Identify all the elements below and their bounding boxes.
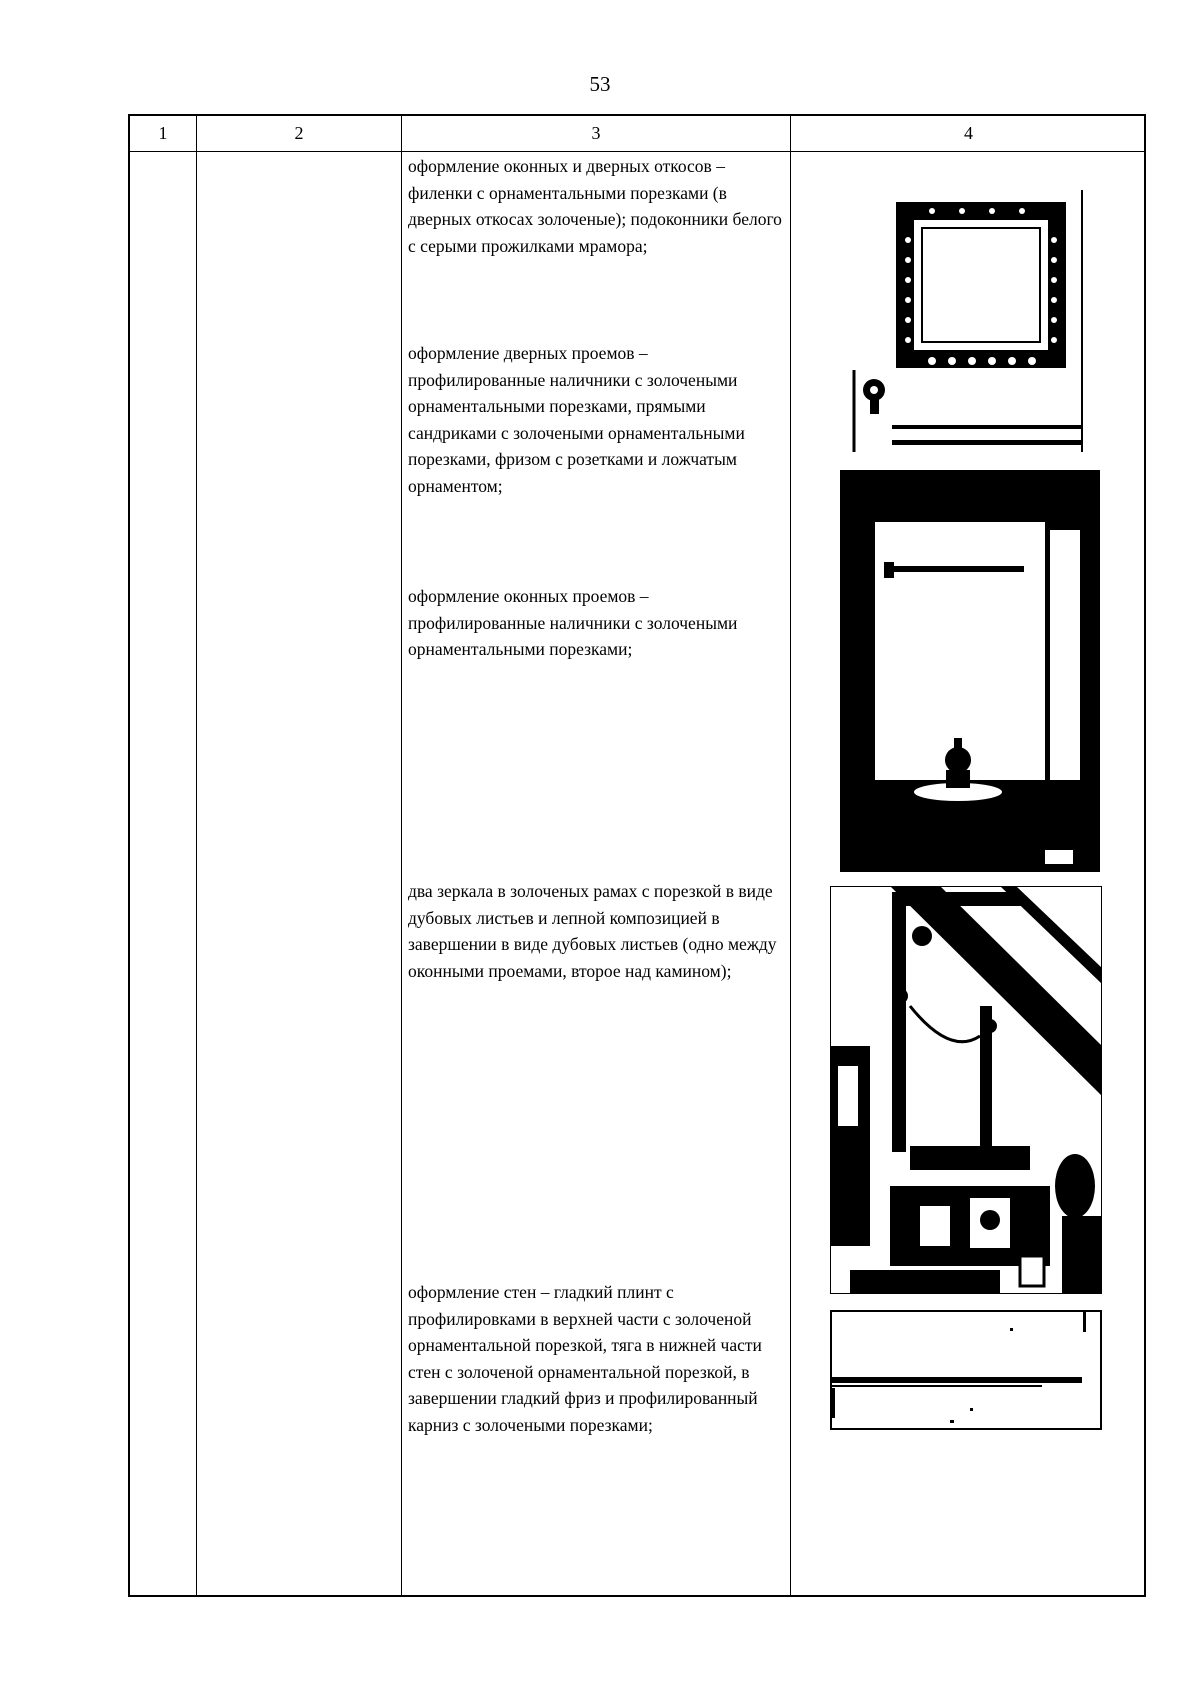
column-divider bbox=[401, 116, 402, 1595]
mirror-photo bbox=[830, 886, 1102, 1294]
header-divider bbox=[130, 151, 1144, 152]
entry-mirrors: два зеркала в золоченых рамах с порезкой в виде дубовых листьев и лепной композицией в завершении в виде дубовых листьев (одно между оконными проемами, второе над камином); bbox=[408, 881, 777, 981]
door-opening-photo bbox=[840, 470, 1100, 872]
column-divider bbox=[790, 116, 791, 1595]
entry-window-openings: оформление оконных проемов – профилированные наличники с золочеными орнаментальными порезками; bbox=[408, 586, 738, 659]
entry-wall-decoration: оформление стен – гладкий плинт с профилировками в верхней части с золоченой орнаментальной порезкой, тяга в нижней части стен с золоченой орнаментальной порезкой, в завершении гладкий фриз и профилированный карниз с золочеными порезками; bbox=[408, 1282, 762, 1435]
entry-window-door-reveals: оформление оконных и дверных откосов – филенки с орнаментальными порезками (в дверных откосах золоченые); подоконники белого с серыми прожилками мрамора; bbox=[408, 156, 782, 256]
page-number: 53 bbox=[589, 72, 611, 96]
reveal-panel-photo bbox=[852, 190, 1084, 454]
column-header-4: 4 bbox=[964, 123, 973, 143]
column-header-2: 2 bbox=[294, 123, 304, 143]
column-header-1: 1 bbox=[158, 123, 168, 143]
wall-plinth-photo bbox=[830, 1310, 1102, 1430]
entry-door-openings: оформление дверных проемов – профилированные наличники с золочеными орнаментальными порезками, прямыми сандриками с золочеными орнаментальными порезками, фризом с розетками и ложчатым орнаментом; bbox=[408, 343, 745, 496]
column-divider bbox=[196, 116, 197, 1595]
column-header-3: 3 bbox=[591, 123, 601, 143]
